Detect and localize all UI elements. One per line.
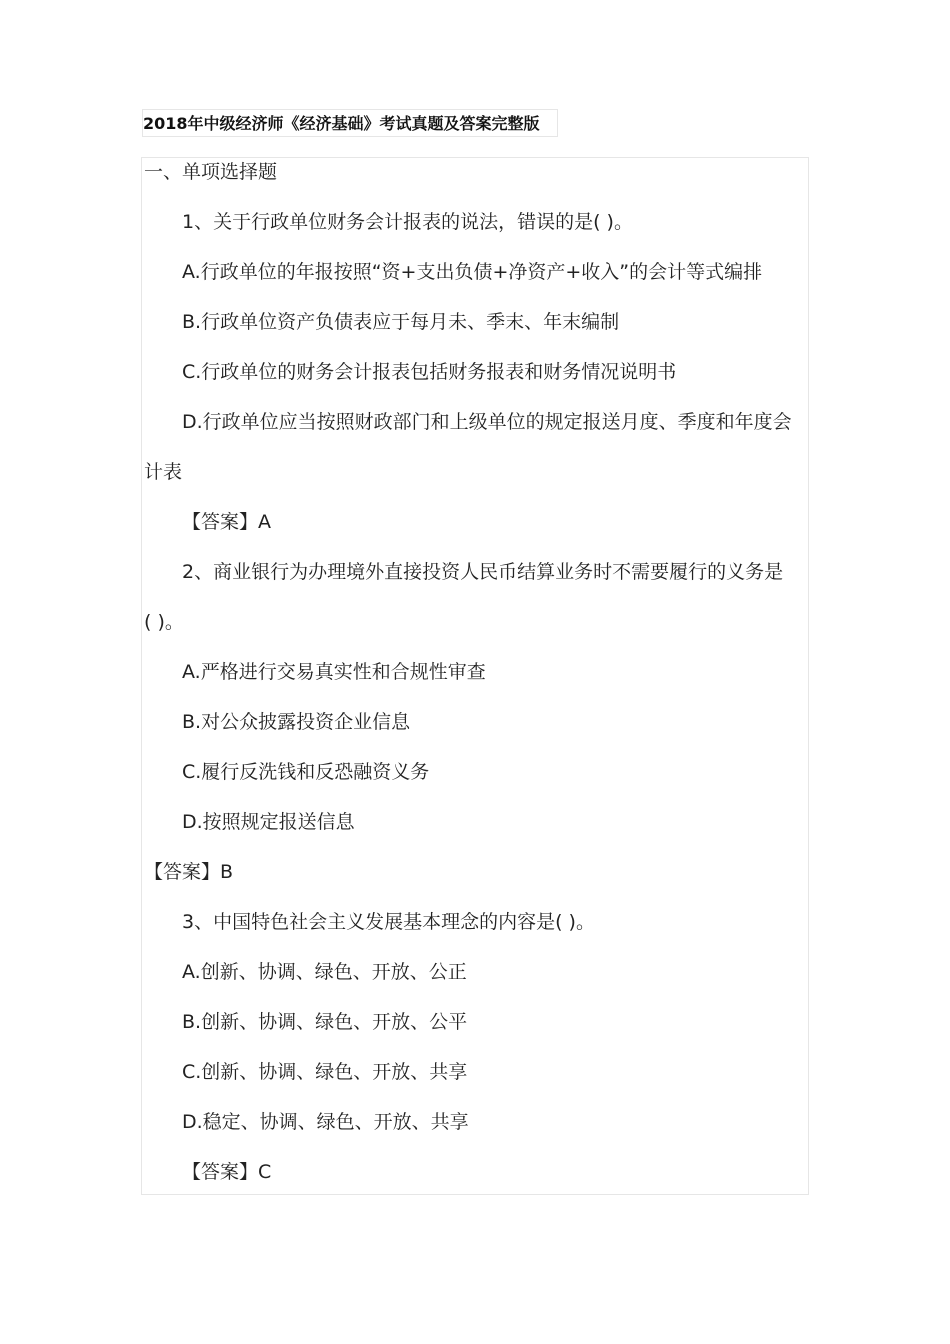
document-title: 2018年中级经济师《经济基础》考试真题及答案完整版 [143, 114, 540, 133]
section-heading: 一、单项选择题 [144, 161, 278, 183]
question-1-option-d: D.行政单位应当按照财政部门和上级单位的规定报送月度、季度和年度会 [182, 411, 792, 433]
title-box [142, 109, 558, 137]
question-3-option-c: C.创新、协调、绿色、开放、共享 [182, 1061, 468, 1083]
question-1-stem: 1、关于行政单位财务会计报表的说法，错误的是( )。 [182, 211, 633, 233]
question-1-option-b: B.行政单位资产负债表应于每月未、季末、年末编制 [182, 311, 620, 333]
question-1-option-a: A.行政单位的年报按照“资+支出负债+净资产+收入”的会计等式编排 [182, 261, 763, 283]
question-2-option-a: A.严格进行交易真实性和合规性审查 [182, 661, 486, 683]
question-3-option-d: D.稳定、协调、绿色、开放、共享 [182, 1111, 469, 1133]
question-2-option-c: C.履行反洗钱和反恐融资义务 [182, 761, 430, 783]
question-2-option-d: D.按照规定报送信息 [182, 811, 355, 833]
question-3-option-b: B.创新、协调、绿色、开放、公平 [182, 1011, 468, 1033]
question-2-stem-continuation: ( )。 [144, 611, 184, 633]
question-1-answer: 【答案】A [182, 511, 271, 533]
question-1-option-c: C.行政单位的财务会计报表包括财务报表和财务情况说明书 [182, 361, 677, 383]
question-3-option-a: A.创新、协调、绿色、开放、公正 [182, 961, 467, 983]
question-2-answer: 【答案】B [144, 861, 234, 883]
question-3-answer: 【答案】C [182, 1161, 272, 1183]
question-1-option-d-continuation: 计表 [144, 461, 183, 483]
question-3-stem: 3、中国特色社会主义发展基本理念的内容是( )。 [182, 911, 595, 933]
question-2-stem: 2、商业银行为办理境外直接投资人民币结算业务时不需要履行的义务是 [182, 561, 784, 583]
content-box [141, 157, 809, 1195]
question-2-option-b: B.对公众披露投资企业信息 [182, 711, 411, 733]
